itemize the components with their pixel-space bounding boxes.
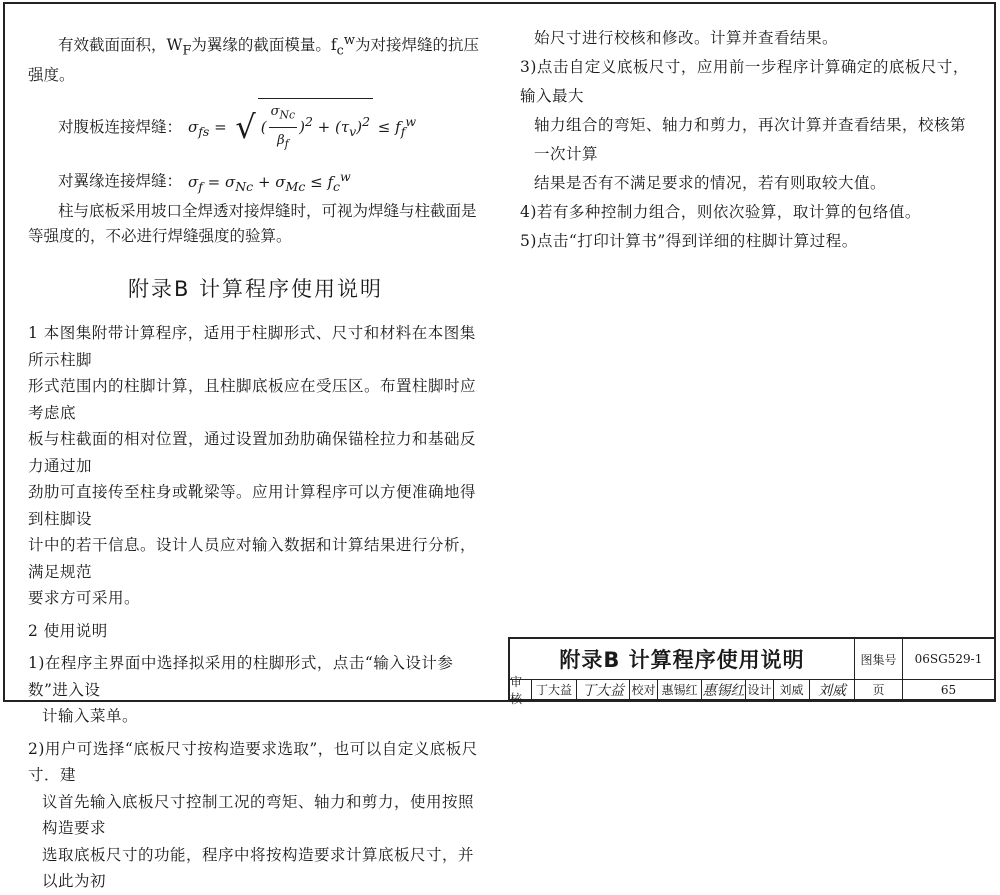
formula-web-expression: $\sigma_{fs}$ = √ ( $\frac{\sigma_{Nc}}{\beta_f}$ )$^2 + (\tau_v)^2 \le f_f^w$ — [188, 98, 416, 157]
item-2-line: 2)用户可选择“底板尺寸按构造要求选取”，也可以自定义底板尺寸．建 — [28, 739, 478, 785]
checker-name: 惠锡红 — [658, 680, 702, 700]
check-label: 校对 — [630, 680, 658, 700]
formula-flange-label: 对翼缘连接焊缝： — [58, 172, 183, 191]
checker-signature: 惠锡红 — [702, 680, 746, 700]
right-column — [520, 24, 975, 256]
item-3-line: 结果是否有不满足要求的情况，若有则取较大值。 — [534, 174, 887, 192]
reviewer-name: 丁大益 — [532, 680, 577, 700]
reviewer-signature: 丁大益 — [577, 680, 630, 700]
paragraph-flange-modulus: 有效截面面积，$W_F$为翼缘的截面模量。$f_c^w$为对接焊缝的抗压 — [58, 33, 479, 59]
design-label: 设计 — [746, 680, 774, 700]
item-3-line: 轴力组合的弯矩、轴力和剪力，再次计算并查看结果，校核第一次计算 — [534, 116, 967, 163]
item-2-line: 议首先输入底板尺寸控制工况的弯矩、轴力和剪力，使用按照构造要求 — [42, 792, 475, 838]
page-number: 65 — [903, 680, 994, 700]
formula-flange-weld — [28, 164, 483, 199]
item-5-line: 5)点击“打印计算书”得到详细的柱脚计算过程。 — [520, 232, 858, 250]
formula-flange-expression: $\sigma_f = \sigma_{Nc} + \sigma_{Mc} \le f_c^w$ — [188, 169, 351, 195]
designer-name: 刘威 — [774, 680, 810, 700]
item-4-line: 4)若有多种控制力组合，则依次验算，取计算的包络值。 — [520, 203, 921, 221]
item-2-line: 选取底板尺寸的功能，程序中将按构造要求计算底板尺寸，并以此为初 — [42, 845, 475, 891]
formula-web-weld — [28, 102, 483, 152]
left-column — [28, 28, 483, 895]
designer-signature: 刘威 — [810, 680, 855, 700]
title-block-title: 附录B 计算程序使用说明 — [510, 639, 855, 680]
item-1-line: 1)在程序主界面中选择拟采用的柱脚形式，点击“输入设计参数”进入设 — [28, 654, 454, 699]
item-2-continuation: 始尺寸进行校核和修改。计算并查看结果。 — [534, 29, 839, 47]
section-2-heading: 2 使用说明 — [28, 621, 108, 640]
section-1 — [28, 320, 483, 895]
section-1-line: 1 本图集附带计算程序，适用于柱脚形式、尺寸和材料在本图集所示柱脚 — [28, 324, 476, 369]
section-1-line: 计中的若干信息。设计人员应对输入数据和计算结果进行分析，满足规范 — [28, 536, 477, 581]
section-1-line: 形式范围内的柱脚计算，且柱脚底板应在受压区。布置柱脚时应考虑底 — [28, 377, 477, 422]
atlas-number-label: 图集号 — [855, 639, 903, 680]
paragraph-full-penetration: 柱与底板采用坡口全焊透对接焊缝时，可视为焊缝与柱截面是 — [58, 202, 477, 221]
formula-web-label: 对腹板连接焊缝： — [58, 117, 183, 136]
paragraph-full-penetration-2: 等强度的，不必进行焊缝强度的验算。 — [28, 227, 292, 246]
review-label: 审核 — [510, 680, 532, 700]
item-3-line: 3)点击自定义底板尺寸，应用前一步程序计算确定的底板尺寸，输入最大 — [520, 58, 969, 105]
section-1-line: 要求方可采用。 — [28, 589, 141, 608]
atlas-number: 06SG529-1 — [903, 639, 994, 680]
appendix-heading: 附录B 计算程序使用说明 — [127, 277, 384, 302]
paragraph-strength: 强度。 — [28, 66, 75, 85]
title-block — [508, 637, 994, 706]
section-1-line: 劲肋可直接传至柱身或靴梁等。应用计算程序可以方便准确地得到柱脚设 — [28, 483, 477, 528]
section-1-line: 板与柱截面的相对位置，通过设置加劲肋确保锚栓拉力和基础反力通过加 — [28, 430, 477, 475]
page-label: 页 — [855, 680, 903, 700]
item-1-line: 计输入菜单。 — [42, 707, 139, 726]
